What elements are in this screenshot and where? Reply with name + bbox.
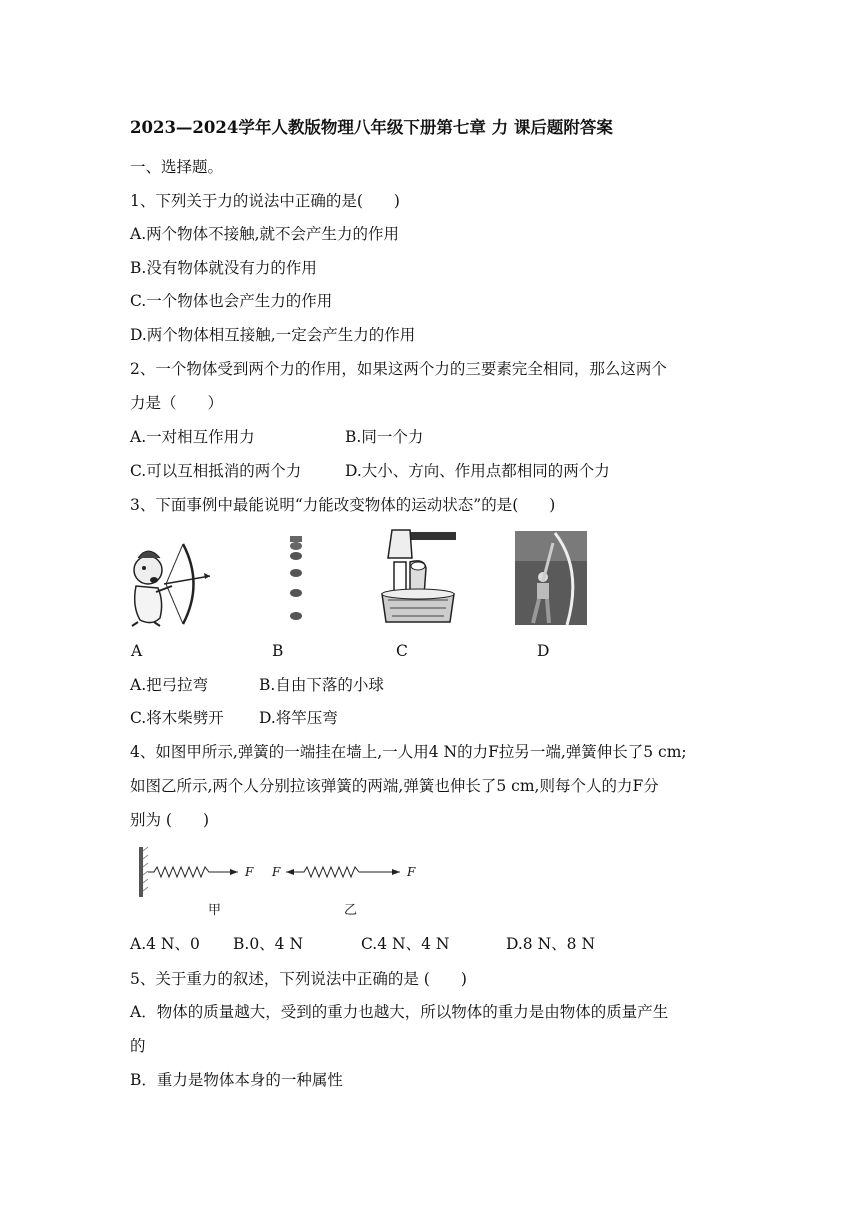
q2-stem-line1: 2、一个物体受到两个力的作用，如果这两个力的三要素完全相同，那么这两个 xyxy=(130,360,667,378)
falling-ball-drawing xyxy=(286,536,306,626)
q4-option-b: B.0、4 N xyxy=(233,935,304,953)
q4-stem-line2: 如图乙所示,两个人分别拉该弹簧的两端,弹簧也伸长了5 cm,则每个人的力F分 xyxy=(130,777,659,795)
figure-label-b: B xyxy=(272,642,284,660)
q3-stem: 3、下面事例中最能说明“力能改变物体的运动状态”的是( ) xyxy=(130,496,556,514)
q5-option-b: B．重力是物体本身的一种属性 xyxy=(130,1071,343,1089)
q3-option-d: D.将竿压弯 xyxy=(259,709,338,727)
q5-option-a-line1: A．物体的质量越大，受到的重力也越大，所以物体的重力是由物体的质量产生 xyxy=(130,1003,669,1021)
archer-drawing xyxy=(128,540,212,628)
figure-label-jia: 甲 xyxy=(208,903,222,918)
figure-label-d: D xyxy=(537,642,550,660)
q4-stem-line3: 别为 ( ) xyxy=(130,811,210,829)
q5-stem: 5、关于重力的叙述，下列说法中正确的是 ( ) xyxy=(130,970,467,988)
q1-option-a: A.两个物体不接触,就不会产生力的作用 xyxy=(130,225,400,243)
q1-option-d: D.两个物体相互接触,一定会产生力的作用 xyxy=(130,326,416,344)
q1-option-b: B.没有物体就没有力的作用 xyxy=(130,259,317,277)
q4-option-a: A.4 N、0 xyxy=(130,935,200,953)
q2-option-a: A.一对相互作用力 xyxy=(130,428,255,446)
pole-vault-photo xyxy=(515,531,587,625)
force-label-yi-right: F xyxy=(407,865,416,879)
q4-stem-line1: 4、如图甲所示,弹簧的一端挂在墙上,一人用4 N的力F拉另一端,弹簧伸长了5 cm; xyxy=(130,743,687,761)
force-label-yi-left: F xyxy=(272,865,281,879)
q3-option-c: C.将木柴劈开 xyxy=(130,709,224,727)
q2-option-d: D.大小、方向、作用点都相同的两个力 xyxy=(345,462,610,480)
q2-stem-line2: 力是（ ） xyxy=(130,394,224,412)
q3-option-a: A.把弓拉弯 xyxy=(130,676,209,694)
figure-label-c: C xyxy=(396,642,408,660)
q2-option-b: B.同一个力 xyxy=(345,428,424,446)
section-heading: 一、选择题。 xyxy=(130,158,224,176)
axe-log-drawing xyxy=(378,528,460,624)
spring-diagram xyxy=(136,845,426,899)
force-label-jia: F xyxy=(245,865,254,879)
q4-option-c: C.4 N、4 N xyxy=(361,935,450,953)
q3-option-b: B.自由下落的小球 xyxy=(259,676,384,694)
page-title: 2023—2024学年人教版物理八年级下册第七章 力 课后题附答案 xyxy=(130,118,613,137)
q1-option-c: C.一个物体也会产生力的作用 xyxy=(130,292,333,310)
q1-stem: 1、下列关于力的说法中正确的是( ) xyxy=(130,192,400,210)
figure-label-a: A xyxy=(131,642,143,660)
q2-option-c: C.可以互相抵消的两个力 xyxy=(130,462,302,480)
q4-option-d: D.8 N、8 N xyxy=(506,935,596,953)
figure-label-yi: 乙 xyxy=(344,903,358,918)
q5-option-a-line2: 的 xyxy=(130,1037,146,1055)
